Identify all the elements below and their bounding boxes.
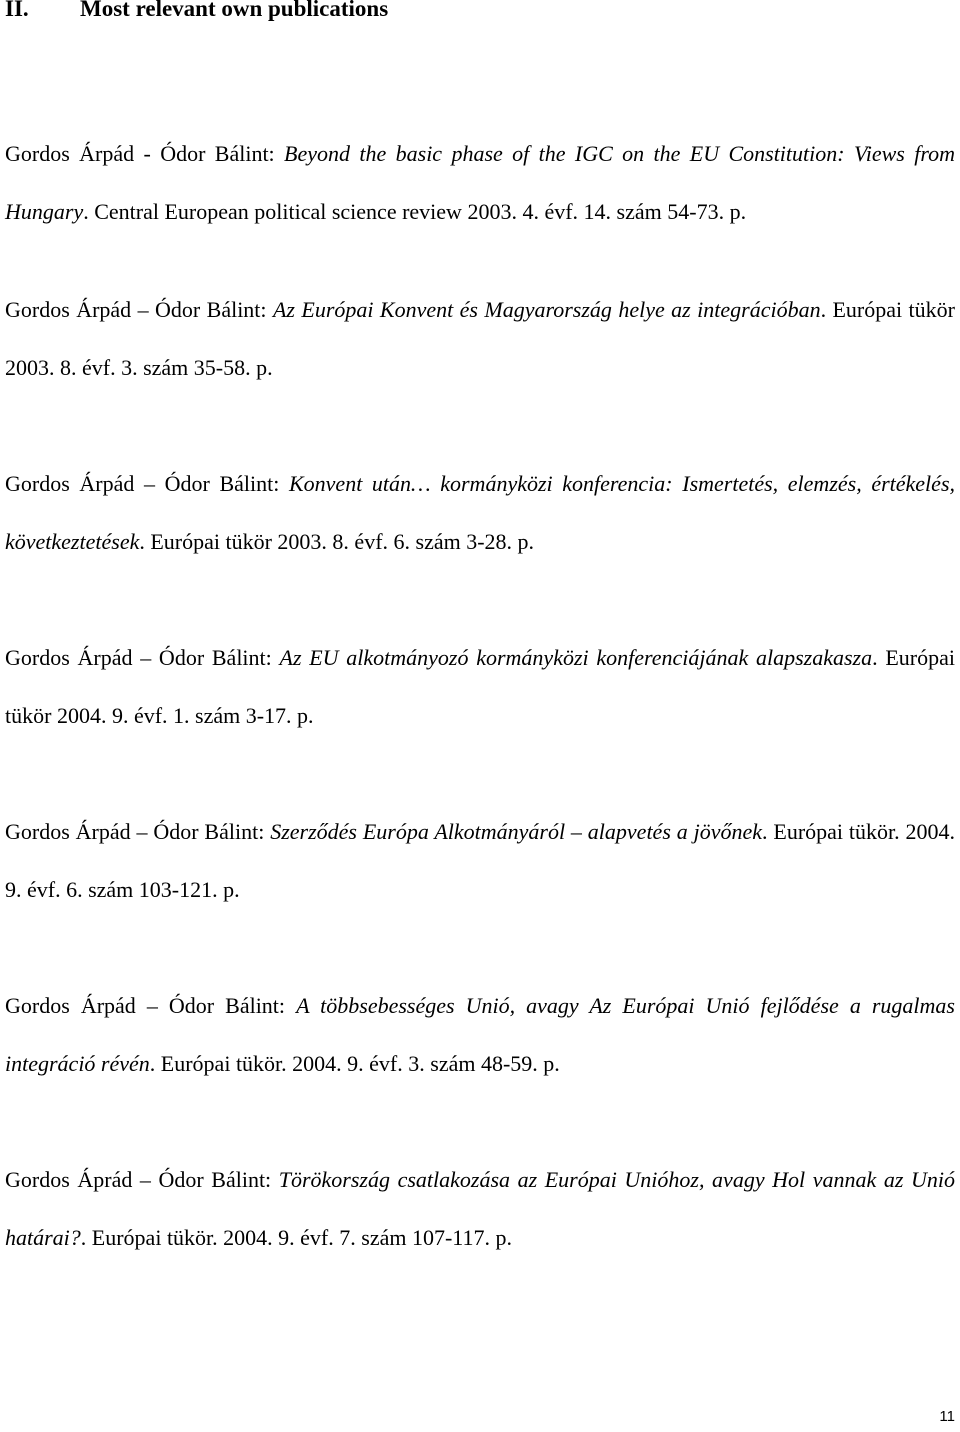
publication-authors: Gordos Árpád – Ódor Bálint: (5, 645, 280, 670)
publication-entry-3 (5, 455, 955, 571)
publication-entry-2 (5, 281, 955, 397)
publication-source: . Európai tükör 2003. 8. évf. 3. szám 35-58. p. (5, 297, 955, 380)
publication-entry-4 (5, 629, 955, 745)
publication-authors: Gordos Árpád – Ódor Bálint: (5, 993, 297, 1018)
publication-source: . Európai tükör 2003. 8. évf. 6. szám 3-28. p. (139, 529, 535, 554)
publication-entry-5 (5, 803, 955, 919)
publication-title: Törökország csatlakozása az Európai Unióhoz, avagy Hol vannak az Unió határai? (5, 1167, 955, 1250)
publication-source: . Európai tükör. 2004. 9. évf. 6. szám 103-121. p. (5, 819, 955, 902)
publication-list (5, 125, 955, 1325)
publication-title: Beyond the basic phase of the IGC on the EU Constitution: Views from Hungary (5, 141, 955, 224)
publication-authors: Gordos Árpád - Ódor Bálint: (5, 141, 285, 166)
publication-title: Szerződés Európa Alkotmányáról – alapvetés a jövőnek (270, 819, 763, 844)
publication-source: . Európai tükör 2004. 9. évf. 1. szám 3-17. p. (5, 645, 955, 728)
section-title: Most relevant own publications (80, 0, 389, 21)
publication-authors: Gordos Árpád – Ódor Bálint: (5, 819, 271, 844)
publication-source: . Európai tükör. 2004. 9. évf. 7. szám 107-117. p. (80, 1225, 512, 1250)
publication-title: A többsebességes Unió, avagy Az Európai Unió fejlődése a rugalmas integráció révén (5, 993, 955, 1076)
publication-authors: Gordos Árpád – Ódor Bálint: (5, 471, 289, 496)
publication-entry-1 (5, 125, 955, 241)
publication-authors: Gordos Árpád – Ódor Bálint: (5, 297, 273, 322)
publication-authors: Gordos Áprád – Ódor Bálint: (5, 1167, 279, 1192)
publication-title: Konvent után… kormányközi konferencia: Ismertetés, elemzés, értékelés, következtetések (5, 471, 955, 554)
section-number: II. (5, 0, 29, 21)
page-number: 11 (939, 1408, 955, 1425)
publication-entry-7 (5, 1151, 955, 1267)
section-heading (5, 0, 388, 22)
publication-source: . Európai tükör. 2004. 9. évf. 3. szám 48-59. p. (149, 1051, 560, 1076)
publication-title: Az Európai Konvent és Magyarország helye az integrációban (272, 297, 821, 322)
publication-title: Az EU alkotmányozó kormányközi konferenciájának alapszakasza (279, 645, 873, 670)
publication-entry-6 (5, 977, 955, 1093)
publication-source: . Central European political science review 2003. 4. évf. 14. szám 54-73. p. (83, 199, 747, 224)
